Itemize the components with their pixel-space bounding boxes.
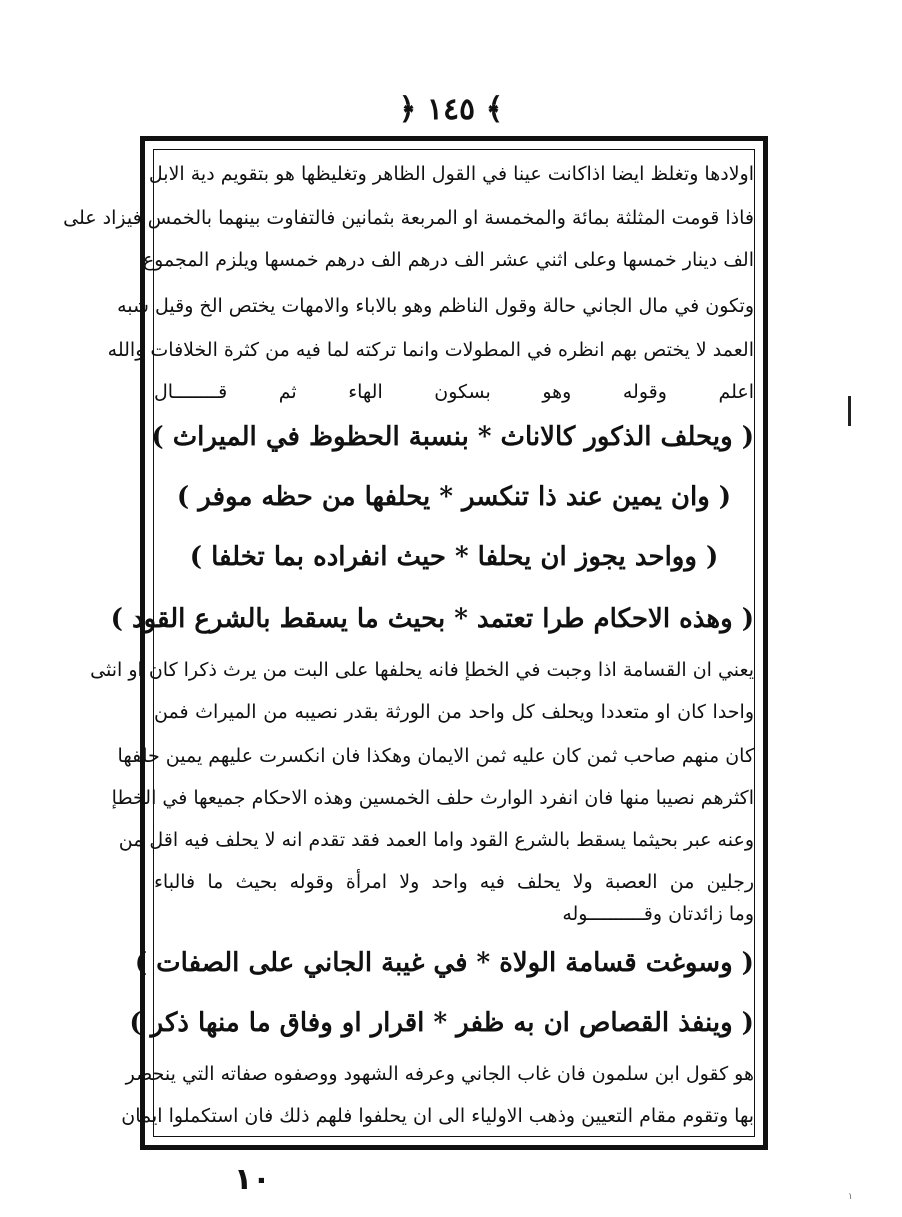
prose-line: كان منهم صاحب ثمن كان عليه ثمن الايمان وهكذا فان انكسرت عليهم يمين حلفها [117, 745, 754, 767]
prose-line: اكثرهم نصيبا منها فان انفرد الوارث حلف الخمسين وهذه الاحكام جميعها في الخطإ [111, 787, 754, 809]
prose-line: اعلم وقوله وهو بسكون الهاء ثم قــــــــال [154, 381, 754, 403]
verse-line: ( وان يمين عند ذا تنكسر * يحلفها من حظه موفر ) [176, 482, 732, 512]
prose-line: فاذا قومت المثلثة بمائة والمخمسة او المربعة بثمانين فالتفاوت بينهما بالخمس فيزاد على [63, 207, 754, 229]
prose-line: وما زائدتان وقــــــــــوله [562, 903, 754, 925]
verse-line: ( وهذه الاحكام طرا تعتمد * بحيث ما يسقط بالشرع القود ) [110, 604, 754, 634]
margin-mark [848, 396, 851, 426]
prose-line: بها وتقوم مقام التعيين وذهب الاولياء الى ان يحلفوا فلهم ذلك فان استكملوا ايمان [121, 1105, 754, 1127]
verse-line: ( وسوغت قسامة الولاة * في غيبة الجاني على الصفات ) [134, 948, 754, 978]
prose-line: رجلين من العصبة ولا يحلف فيه واحد ولا امرأة وقوله بحيث ما فالباء [154, 871, 754, 893]
verse-line: ( وواحد يجوز ان يحلفا * حيث انفراده بما تخلفا ) [189, 542, 719, 572]
prose-line: الف دينار خمسها وعلى اثني عشر الف درهم الف درهم خمسها ويلزم المجموع [142, 249, 754, 271]
prose-line: وتكون في مال الجاني حالة وقول الناظم وهو بالاباء والامهات يختص الخ وقيل شبه [117, 295, 754, 317]
page-number-bottom: ١٠ [234, 1162, 271, 1197]
text-column [63, 150, 754, 1140]
prose-line: اولادها وتغلظ ايضا اذاكانت عينا في القول الظاهر وتغليظها هو بتقويم دية الابل [148, 163, 754, 185]
prose-line: يعني ان القسامة اذا وجبت في الخطإ فانه يحلفها على البت من يرث ذكرا كان او انثى [90, 659, 754, 681]
prose-line: واحدا كان او متعددا ويحلف كل واحد من الورثة بقدر نصيبه من الميراث فمن [154, 701, 754, 723]
prose-line: وعنه عبر بحيثما يسقط بالشرع القود واما العمد فقد تقدم انه لا يحلف فيه اقل من [118, 829, 754, 851]
page-number-top: ﴿ ١٤٥ ﴾ [398, 92, 504, 127]
prose-line: هو كقول ابن سلمون فان غاب الجاني وعرفه الشهود ووصفوه صفاته التي ينحصر [125, 1063, 754, 1085]
verse-line: ( وينفذ القصاص ان به ظفر * اقرار او وفاق ما منها ذكر ) [129, 1008, 754, 1038]
prose-line: العمد لا يختص بهم انظره في المطولات وانما تركته لما فيه من كثرة الخلافات والله [107, 339, 754, 361]
verse-line: ( ويحلف الذكور كالاناث * بنسبة الحظوظ في الميراث ) [151, 422, 754, 452]
corner-mark: ١ [848, 1192, 853, 1202]
